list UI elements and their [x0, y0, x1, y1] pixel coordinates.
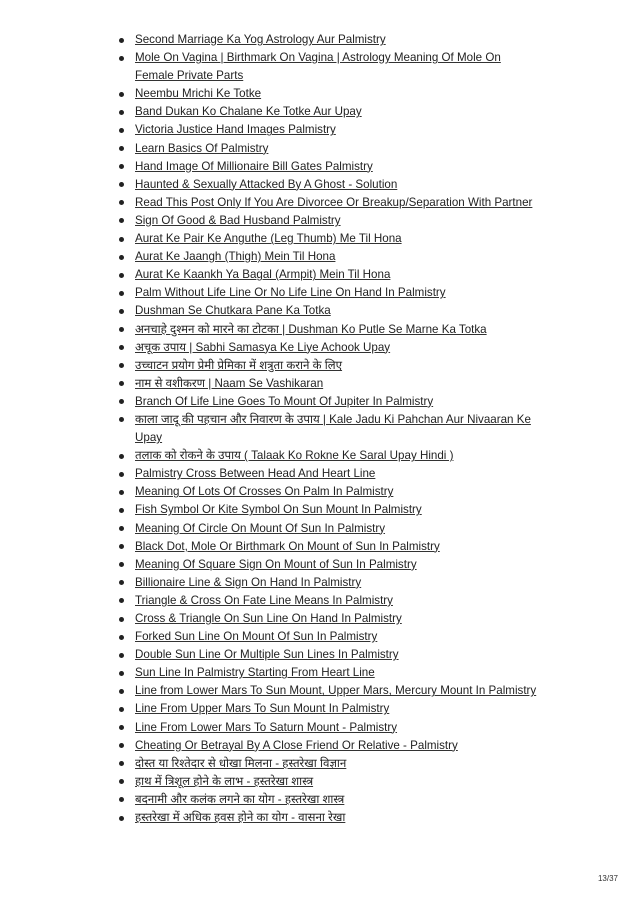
- post-link[interactable]: Sign Of Good & Bad Husband Palmistry: [135, 213, 341, 227]
- list-item: [118, 31, 538, 49]
- list-item: [118, 755, 538, 773]
- post-link[interactable]: Second Marriage Ka Yog Astrology Aur Palmistry: [135, 33, 386, 46]
- post-link[interactable]: Meaning Of Circle On Mount Of Sun In Palmistry: [135, 521, 386, 535]
- post-link[interactable]: Palm Without Life Line Or No Life Line On Hand In Palmistry: [135, 286, 446, 300]
- list-item: [118, 121, 538, 139]
- post-link[interactable]: उच्चाटन प्रयोग प्रेमी प्रेमिका में शत्रुता कराने के लिए: [135, 358, 343, 372]
- link-list: [118, 31, 538, 827]
- list-item: [118, 809, 538, 827]
- list-item: [118, 85, 538, 103]
- list-item: [118, 664, 538, 682]
- list-item: [118, 646, 538, 664]
- list-item: [118, 176, 538, 194]
- post-link[interactable]: हाथ में त्रिशूल होने के लाभ - हस्तरेखा शास्त्र: [135, 774, 314, 788]
- list-item: [118, 574, 538, 592]
- list-item: [118, 682, 538, 700]
- post-link[interactable]: Meaning Of Square Sign On Mount of Sun In Palmistry: [135, 557, 417, 571]
- list-item: [118, 737, 538, 755]
- post-link[interactable]: Aurat Ke Jaangh (Thigh) Mein Til Hona: [135, 250, 336, 264]
- post-link[interactable]: Sun Line In Palmistry Starting From Heart Line: [135, 666, 375, 680]
- list-item: [118, 700, 538, 718]
- list-item: [118, 719, 538, 737]
- post-link[interactable]: Double Sun Line Or Multiple Sun Lines In Palmistry: [135, 648, 399, 662]
- list-item: [118, 465, 538, 483]
- post-link[interactable]: अचूक उपाय | Sabhi Samasya Ke Liye Achook Upay: [135, 340, 391, 354]
- post-link[interactable]: Aurat Ke Kaankh Ya Bagal (Armpit) Mein Til Hona: [135, 268, 391, 282]
- list-item: [118, 357, 538, 375]
- post-link[interactable]: Black Dot, Mole Or Birthmark On Mount of Sun In Palmistry: [135, 539, 440, 553]
- list-item: [118, 375, 538, 393]
- list-item: [118, 538, 538, 556]
- post-link[interactable]: Haunted & Sexually Attacked By A Ghost - Solution: [135, 177, 398, 191]
- list-item: [118, 520, 538, 538]
- post-link[interactable]: Aurat Ke Pair Ke Anguthe (Leg Thumb) Me Til Hona: [135, 232, 402, 246]
- post-link[interactable]: Branch Of Life Line Goes To Mount Of Jupiter In Palmistry: [135, 394, 434, 408]
- list-item: [118, 628, 538, 646]
- post-link[interactable]: Line From Upper Mars To Sun Mount In Palmistry: [135, 702, 390, 716]
- post-link[interactable]: Dushman Se Chutkara Pane Ka Totka: [135, 304, 331, 318]
- list-item: [118, 140, 538, 158]
- list-item: [118, 610, 538, 628]
- post-link[interactable]: अनचाहे दुश्मन को मारने का टोटका | Dushman Ko Putle Se Marne Ka Totka: [135, 322, 487, 336]
- post-link[interactable]: Hand Image Of Millionaire Bill Gates Palmistry: [135, 159, 373, 173]
- post-link[interactable]: बदनामी और कलंक लगने का योग - हस्तरेखा शास्त्र: [135, 792, 345, 806]
- list-item: [118, 501, 538, 519]
- list-item: [118, 447, 538, 465]
- post-link[interactable]: Neembu Mrichi Ke Totke: [135, 87, 262, 101]
- post-link[interactable]: Victoria Justice Hand Images Palmistry: [135, 123, 336, 137]
- post-link[interactable]: Fish Symbol Or Kite Symbol On Sun Mount In Palmistry: [135, 503, 422, 517]
- list-item: [118, 194, 538, 212]
- list-item: [118, 556, 538, 574]
- post-link[interactable]: काला जादू की पहचान और निवारण के उपाय | Kale Jadu Ki Pahchan Aur Nivaaran Ke Upay: [135, 412, 531, 445]
- list-item: [118, 321, 538, 339]
- post-link[interactable]: हस्तरेखा में अधिक हवस होने का योग - वासना रेखा: [135, 811, 346, 825]
- list-item: [118, 103, 538, 121]
- post-link[interactable]: Palmistry Cross Between Head And Heart Line: [135, 467, 376, 481]
- list-item: [118, 411, 538, 447]
- list-item: [118, 284, 538, 302]
- post-link[interactable]: Cross & Triangle On Sun Line On Hand In Palmistry: [135, 612, 402, 625]
- post-link[interactable]: Read This Post Only If You Are Divorcee Or Breakup/Separation With Partner: [135, 195, 533, 209]
- post-link[interactable]: Learn Basics Of Palmistry: [135, 141, 269, 155]
- post-link[interactable]: Line From Lower Mars To Saturn Mount - Palmistry: [135, 720, 398, 734]
- list-item: [118, 339, 538, 357]
- post-link[interactable]: Triangle & Cross On Fate Line Means In Palmistry: [135, 593, 393, 607]
- list-item: [118, 266, 538, 284]
- list-item: [118, 791, 538, 809]
- list-item: [118, 483, 538, 501]
- list-item: [118, 212, 538, 230]
- post-link[interactable]: Billionaire Line & Sign On Hand In Palmistry: [135, 575, 362, 589]
- post-link[interactable]: Forked Sun Line On Mount Of Sun In Palmistry: [135, 630, 378, 644]
- post-link[interactable]: Mole On Vagina | Birthmark On Vagina | Astrology Meaning Of Mole On Female Private Parts: [135, 51, 501, 83]
- list-item: [118, 248, 538, 266]
- list-item: [118, 773, 538, 791]
- post-link[interactable]: तलाक को रोकने के उपाय ( Talaak Ko Rokne Ke Saral Upay Hindi ): [135, 449, 454, 463]
- post-link[interactable]: Band Dukan Ko Chalane Ke Totke Aur Upay: [135, 105, 362, 119]
- list-item: [118, 49, 538, 85]
- post-link[interactable]: नाम से वशीकरण | Naam Se Vashikaran: [135, 376, 324, 390]
- list-item: [118, 393, 538, 411]
- post-link[interactable]: Cheating Or Betrayal By A Close Friend Or Relative - Palmistry: [135, 738, 458, 752]
- list-item: [118, 592, 538, 610]
- post-link[interactable]: Meaning Of Lots Of Crosses On Palm In Palmistry: [135, 485, 394, 499]
- page-number: 13/37: [597, 874, 618, 883]
- list-item: [118, 230, 538, 248]
- post-link[interactable]: दोस्त या रिश्तेदार से धोखा मिलना - हस्तरेखा विज्ञान: [135, 756, 347, 770]
- post-link[interactable]: Line from Lower Mars To Sun Mount, Upper Mars, Mercury Mount In Palmistry: [135, 684, 537, 698]
- list-item: [118, 158, 538, 176]
- list-item: [118, 302, 538, 320]
